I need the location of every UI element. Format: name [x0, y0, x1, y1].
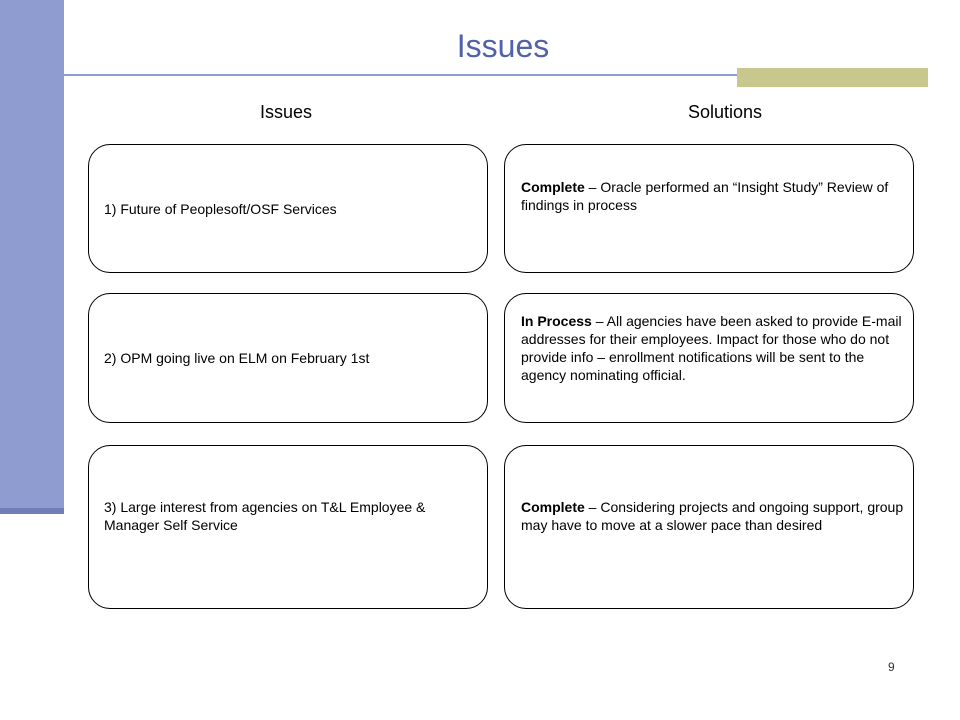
issue-text-1: 1) Future of Peoplesoft/OSF Services: [104, 200, 337, 217]
decorative-side-bar-edge: [0, 508, 64, 514]
issue-text-3: 3) Large interest from agencies on T&L Employee & Manager Self Service: [104, 499, 426, 533]
issue-box-3: [88, 445, 488, 609]
issue-box-1: [88, 144, 488, 273]
solution-box-3: [504, 445, 914, 609]
solution-detail-2: – All agencies have been asked to provide E-mail addresses for their employees. Impact for those who do not provide info – enrollment notifications will be sent to the agency nominating official.: [521, 313, 902, 383]
solution-text-1: [521, 178, 907, 214]
page-number: 9: [888, 660, 895, 674]
solution-text-3: [521, 498, 907, 534]
solution-status-3: Complete: [521, 499, 585, 515]
solution-text-2: [521, 312, 907, 384]
solution-box-1: [504, 144, 914, 273]
decorative-side-bar: [0, 0, 64, 512]
solution-detail-3: – Considering projects and ongoing support, group may have to move at a slower pace than desired: [521, 499, 904, 533]
solution-detail-1: – Oracle performed an “Insight Study” Review of findings in process: [521, 179, 889, 213]
solution-status-2: In Process: [521, 313, 592, 329]
solution-box-2: [504, 293, 914, 423]
solution-status-1: Complete: [521, 179, 585, 195]
issues-column-header: Issues: [260, 102, 313, 122]
issue-box-2: [88, 293, 488, 423]
issue-text-2: 2) OPM going live on ELM on February 1st: [104, 350, 370, 366]
solutions-column-header: Solutions: [688, 102, 763, 122]
decorative-accent-block: [737, 68, 928, 87]
slide-title: Issues: [456, 28, 550, 64]
